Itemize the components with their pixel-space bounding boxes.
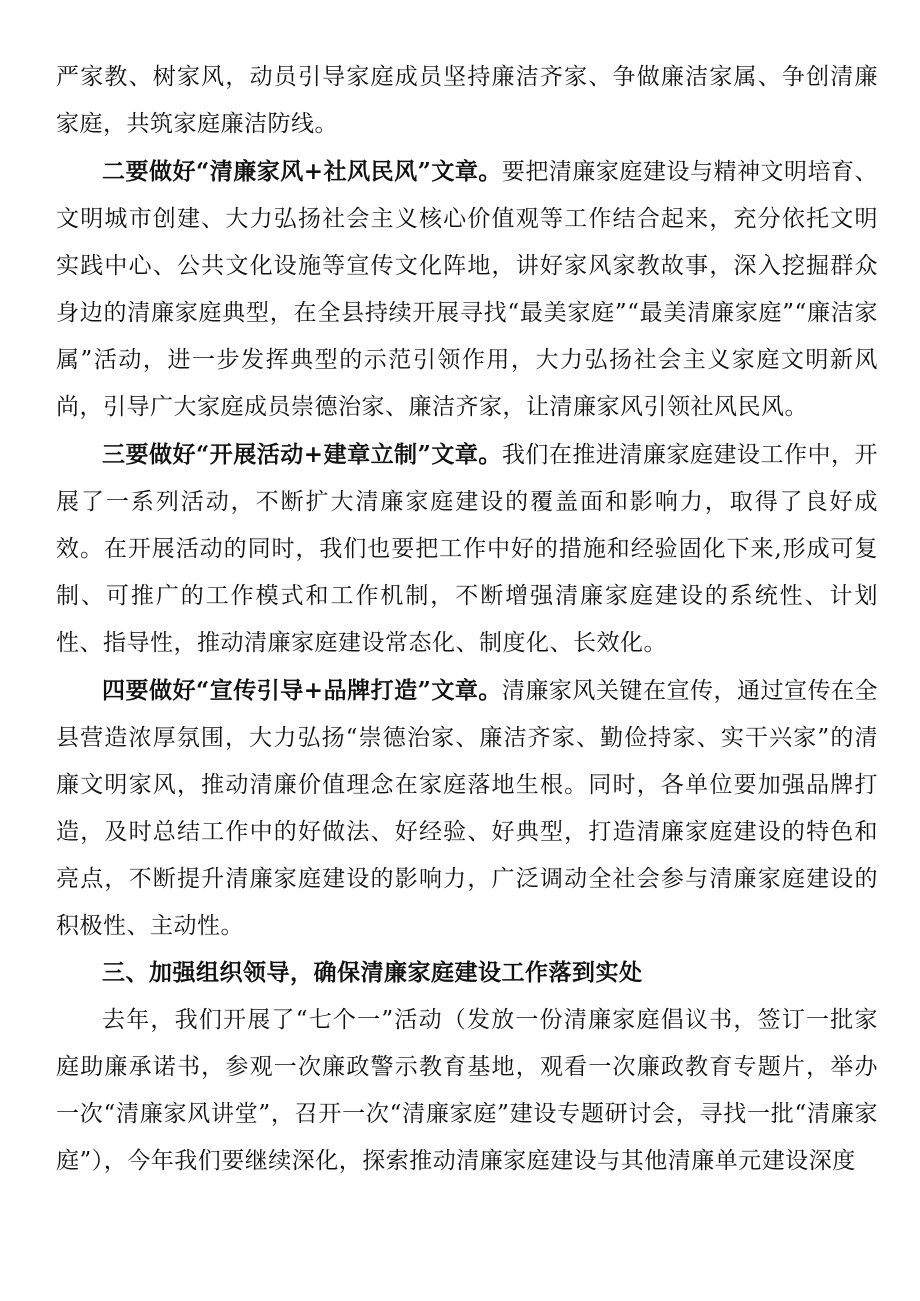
paragraph-text: 我们在推进清廉家庭建设工作中，开展了一系列活动，不断扩大清廉家庭建设的覆盖面和影响力，取得了良好成效。在开展活动的同时，我们也要把工作中好的措施和经验固化下来,形成可复制、可推广的工作模式和工作机制，不断增强清廉家庭建设的系统性、计划性、指导性，推动清廉家庭建设常态化、制度化、长效化。	[56, 442, 879, 656]
paragraph-lead: 二要做好“清廉家风+社风民风”文章。	[102, 158, 502, 185]
paragraph-text: 去年，我们开展了“七个一”活动（发放一份清廉家庭倡议书，签订一批家庭助廉承诺书，参观一次廉政警示教育基地，观看一次廉政教育专题片，举办一次“清廉家风讲堂”，召开一次“清廉家庭”建设专题研讨会，寻找一批“清廉家庭”），今年我们要继续深化，探索推动清廉家庭建设与其他清廉单元建设深度	[56, 1007, 878, 1174]
paragraph-text: 要把清廉家庭建设与精神文明培育、文明城市创建、大力弘扬社会主义核心价值观等工作结合起来，充分依托文明实践中心、公共文化设施等宣传文化阵地，讲好家风家教故事，深入挖掘群众身边的清廉家庭典型，在全县持续开展寻找“最美家庭”“最美清廉家庭”“廉洁家属”活动，进一步发挥典型的示范引领作用，大力弘扬社会主义家庭文明新风尚，引导广大家庭成员崇德治家、廉洁齐家，让清廉家风引领社风民风。	[56, 159, 879, 420]
paragraph-continuation	[56, 54, 878, 148]
paragraph-point-two	[56, 148, 878, 431]
document-body	[56, 54, 878, 1185]
paragraph-point-four	[56, 667, 878, 950]
paragraph-text: 严家教、树家风，动员引导家庭成员坚持廉洁齐家、争做廉洁家属、争创清廉家庭，共筑家庭廉洁防线。	[56, 64, 878, 137]
section-heading: 三、加强组织领导，确保清廉家庭建设工作落到实处	[102, 960, 643, 986]
paragraph-section-three-body	[56, 997, 878, 1185]
paragraph-point-three	[56, 431, 878, 667]
paragraph-text: 清廉家风关键在宣传，通过宣传在全县营造浓厚氛围，大力弘扬“崇德治家、廉洁齐家、勤俭持家、实干兴家”的清廉文明家风，推动清廉价值理念在家庭落地生根。同时，各单位要加强品牌打造，及时总结工作中的好做法、好经验、好典型，打造清廉家庭建设的特色和亮点，不断提升清廉家庭建设的影响力，广泛调动全社会参与清廉家庭建设的积极性、主动性。	[56, 678, 879, 939]
paragraph-lead: 三要做好“开展活动+建章立制”文章。	[102, 441, 502, 468]
paragraph-lead: 四要做好“宣传引导+品牌打造”文章。	[102, 677, 502, 704]
